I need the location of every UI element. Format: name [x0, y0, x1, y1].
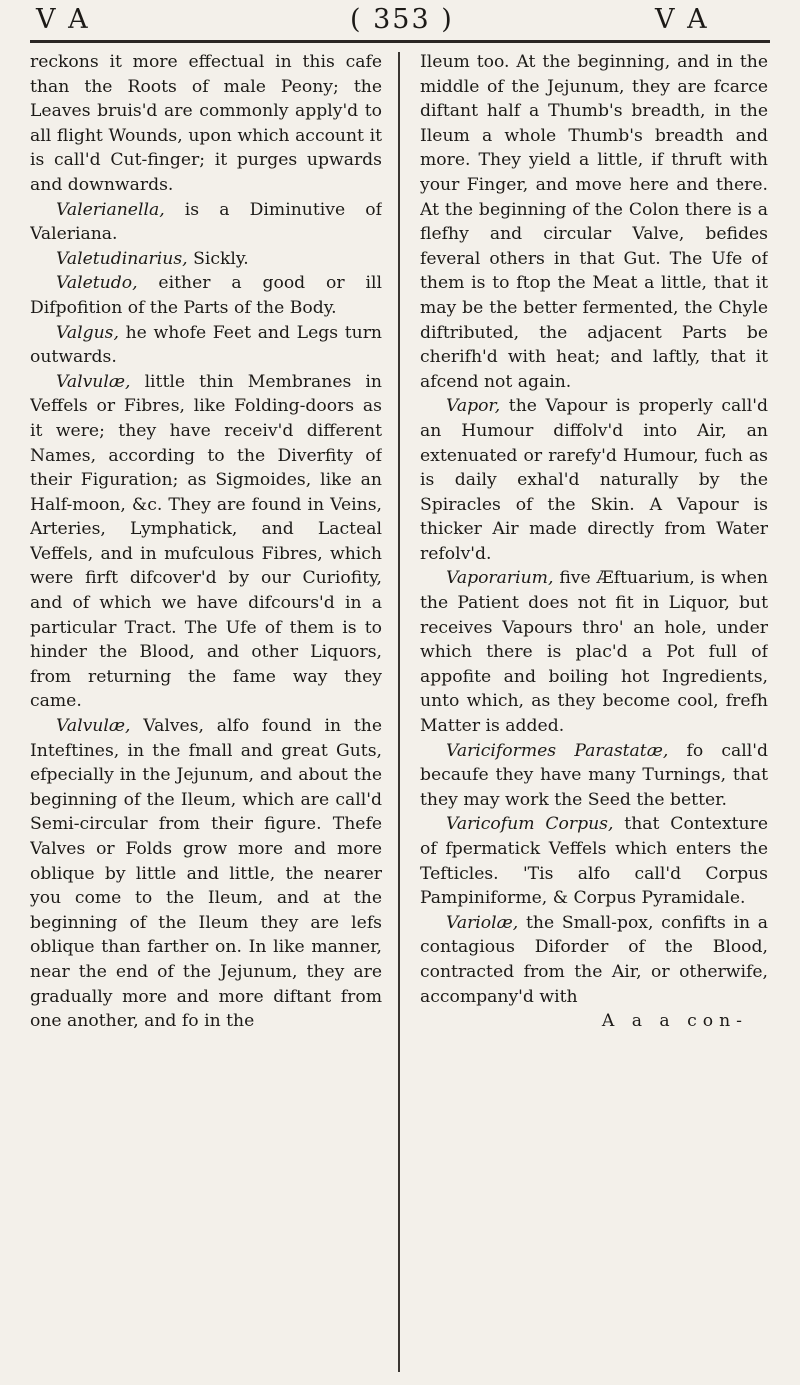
entry-text: fo call'd becaufe they have many Turnings, that they may work the Seed the better.: [420, 740, 768, 810]
entry-varicosum-corpus: [420, 812, 768, 910]
entry-term: Valvulæ,: [56, 371, 131, 392]
catchword: A a a con-: [601, 1011, 748, 1032]
entry-text: the Vapour is properly call'd an Humour diffolv'd into Air, an extenuated or rarefy'd Humour, fuch as is daily exhal'd naturally by the Spiracles of the Skin. A Vapour is thicker Air made directly from Water refolv'd.: [420, 396, 768, 564]
entry-text: reckons it more effectual in this cafe than the Roots of male Peony; the Leaves bruis'd are commonly apply'd to all flight Wounds, upon which account it is call'd Cut-finger; it purges upwards and downwards.: [30, 52, 382, 195]
entry-term: Valvulæ,: [56, 716, 131, 737]
entry-valetudo: [30, 271, 382, 320]
entry-term: Valerianella,: [56, 199, 165, 220]
entry-text: is a Diminutive of Valeriana.: [30, 199, 382, 245]
entry-text: Sickly.: [187, 248, 249, 269]
header-right-letters: V A: [655, 4, 709, 35]
entry-term: Valetudo,: [56, 273, 138, 294]
entry-term: Valgus,: [56, 322, 119, 343]
entry-term: Variolæ,: [446, 912, 519, 933]
entry-term: Vaporarium,: [446, 568, 554, 589]
entry-text: five Æftuarium, is when the Patient does not fit in Liquor, but receives Vapours thro' an hole, under which there is plac'd a Pot full of appofite and boiling hot Ingredients, unto which, as they become cool, frefh Matter is added.: [420, 568, 768, 737]
header-left-letters: V A: [36, 4, 90, 35]
running-header: [30, 0, 770, 43]
entry-term: Variciformes Parastatæ,: [446, 740, 669, 761]
right-column: [420, 50, 768, 1370]
entry-continuation: [30, 50, 382, 198]
entry-valerianella: [30, 198, 382, 247]
entry-text: he whofe Feet and Legs turn outwards.: [30, 322, 382, 368]
entry-valetudinarius: [30, 247, 382, 272]
page-number: ( 353 ): [350, 4, 454, 35]
entry-text: the Small-pox, confifts in a contagious Diforder of the Blood, contracted from the Air, or otherwife, accompany'd with: [420, 912, 768, 1007]
entry-vaporarium: [420, 566, 768, 738]
entry-text: Ileum too. At the beginning, and in the middle of the Jejunum, they are fcarce diftant half a Thumb's breadth, in the Ileum a whole Thumb's breadth and more. They yield a little, if thruft with your Finger, and move here and there. At the beginning of the Colon there is a flefhy and circular Valve, befides feveral others in that Gut. The Ufe of them is to ftop the Meat a little, that it may be the better fermented, the Chyle diftributed, the adjacent Parts be cherifh'd with heat; and laftly, that it afcend not again.: [420, 52, 768, 392]
entry-text: little thin Membranes in Veffels or Fibres, like Folding-doors as it were; they have receiv'd different Names, according to the Diverfity of their Figuration; as Sigmoides, like an Half-moon, &c. They are found in Veins, Arteries, Lymphatick, and Lacteal Veffels, and in mufculous Fibres, which were firft difcover'd by our Curiofity, and of which we have difcours'd in a particular Tract. The Ufe of them is to hinder the Blood, and other Liquors, from returning the fame way they came.: [30, 371, 382, 712]
column-divider: [398, 52, 400, 1372]
entry-term: Valetudinarius,: [56, 248, 188, 269]
entry-term: Vapor,: [446, 396, 501, 417]
entry-text: Valves, alfo found in the Inteftines, in the fmall and great Guts, efpecially in the Jejunum, and about the beginning of the Ileum, which are call'd Semi-circular from their figure. Thefe Valves or Folds grow more and more oblique by little and little, the nearer you come to the Ileum, and at the beginning of the Ileum they are lefs oblique than farther on. In like manner, near the end of the Jejunum, they are gradually more and more diftant from one another, and fo in the: [30, 716, 382, 1032]
entry-text: either a good or ill Difpofition of the Parts of the Body.: [30, 273, 382, 318]
entry-variolae: [420, 911, 768, 1009]
entry-vapor: [420, 394, 768, 566]
entry-term: Varicofum Corpus,: [446, 814, 614, 835]
entry-valvulae-valves: [30, 714, 382, 1034]
entry-valgus: [30, 321, 382, 370]
left-column: [30, 50, 382, 1370]
entry-text: that Contexture of fpermatick Veffels which enters the Tefticles. 'Tis alfo call'd Corpus Pampiniforme, & Corpus Pyramidale.: [420, 814, 768, 909]
entry-variciformes: [420, 739, 768, 813]
entry-valvulae-membranes: [30, 370, 382, 714]
entry-continuation: [420, 50, 768, 394]
